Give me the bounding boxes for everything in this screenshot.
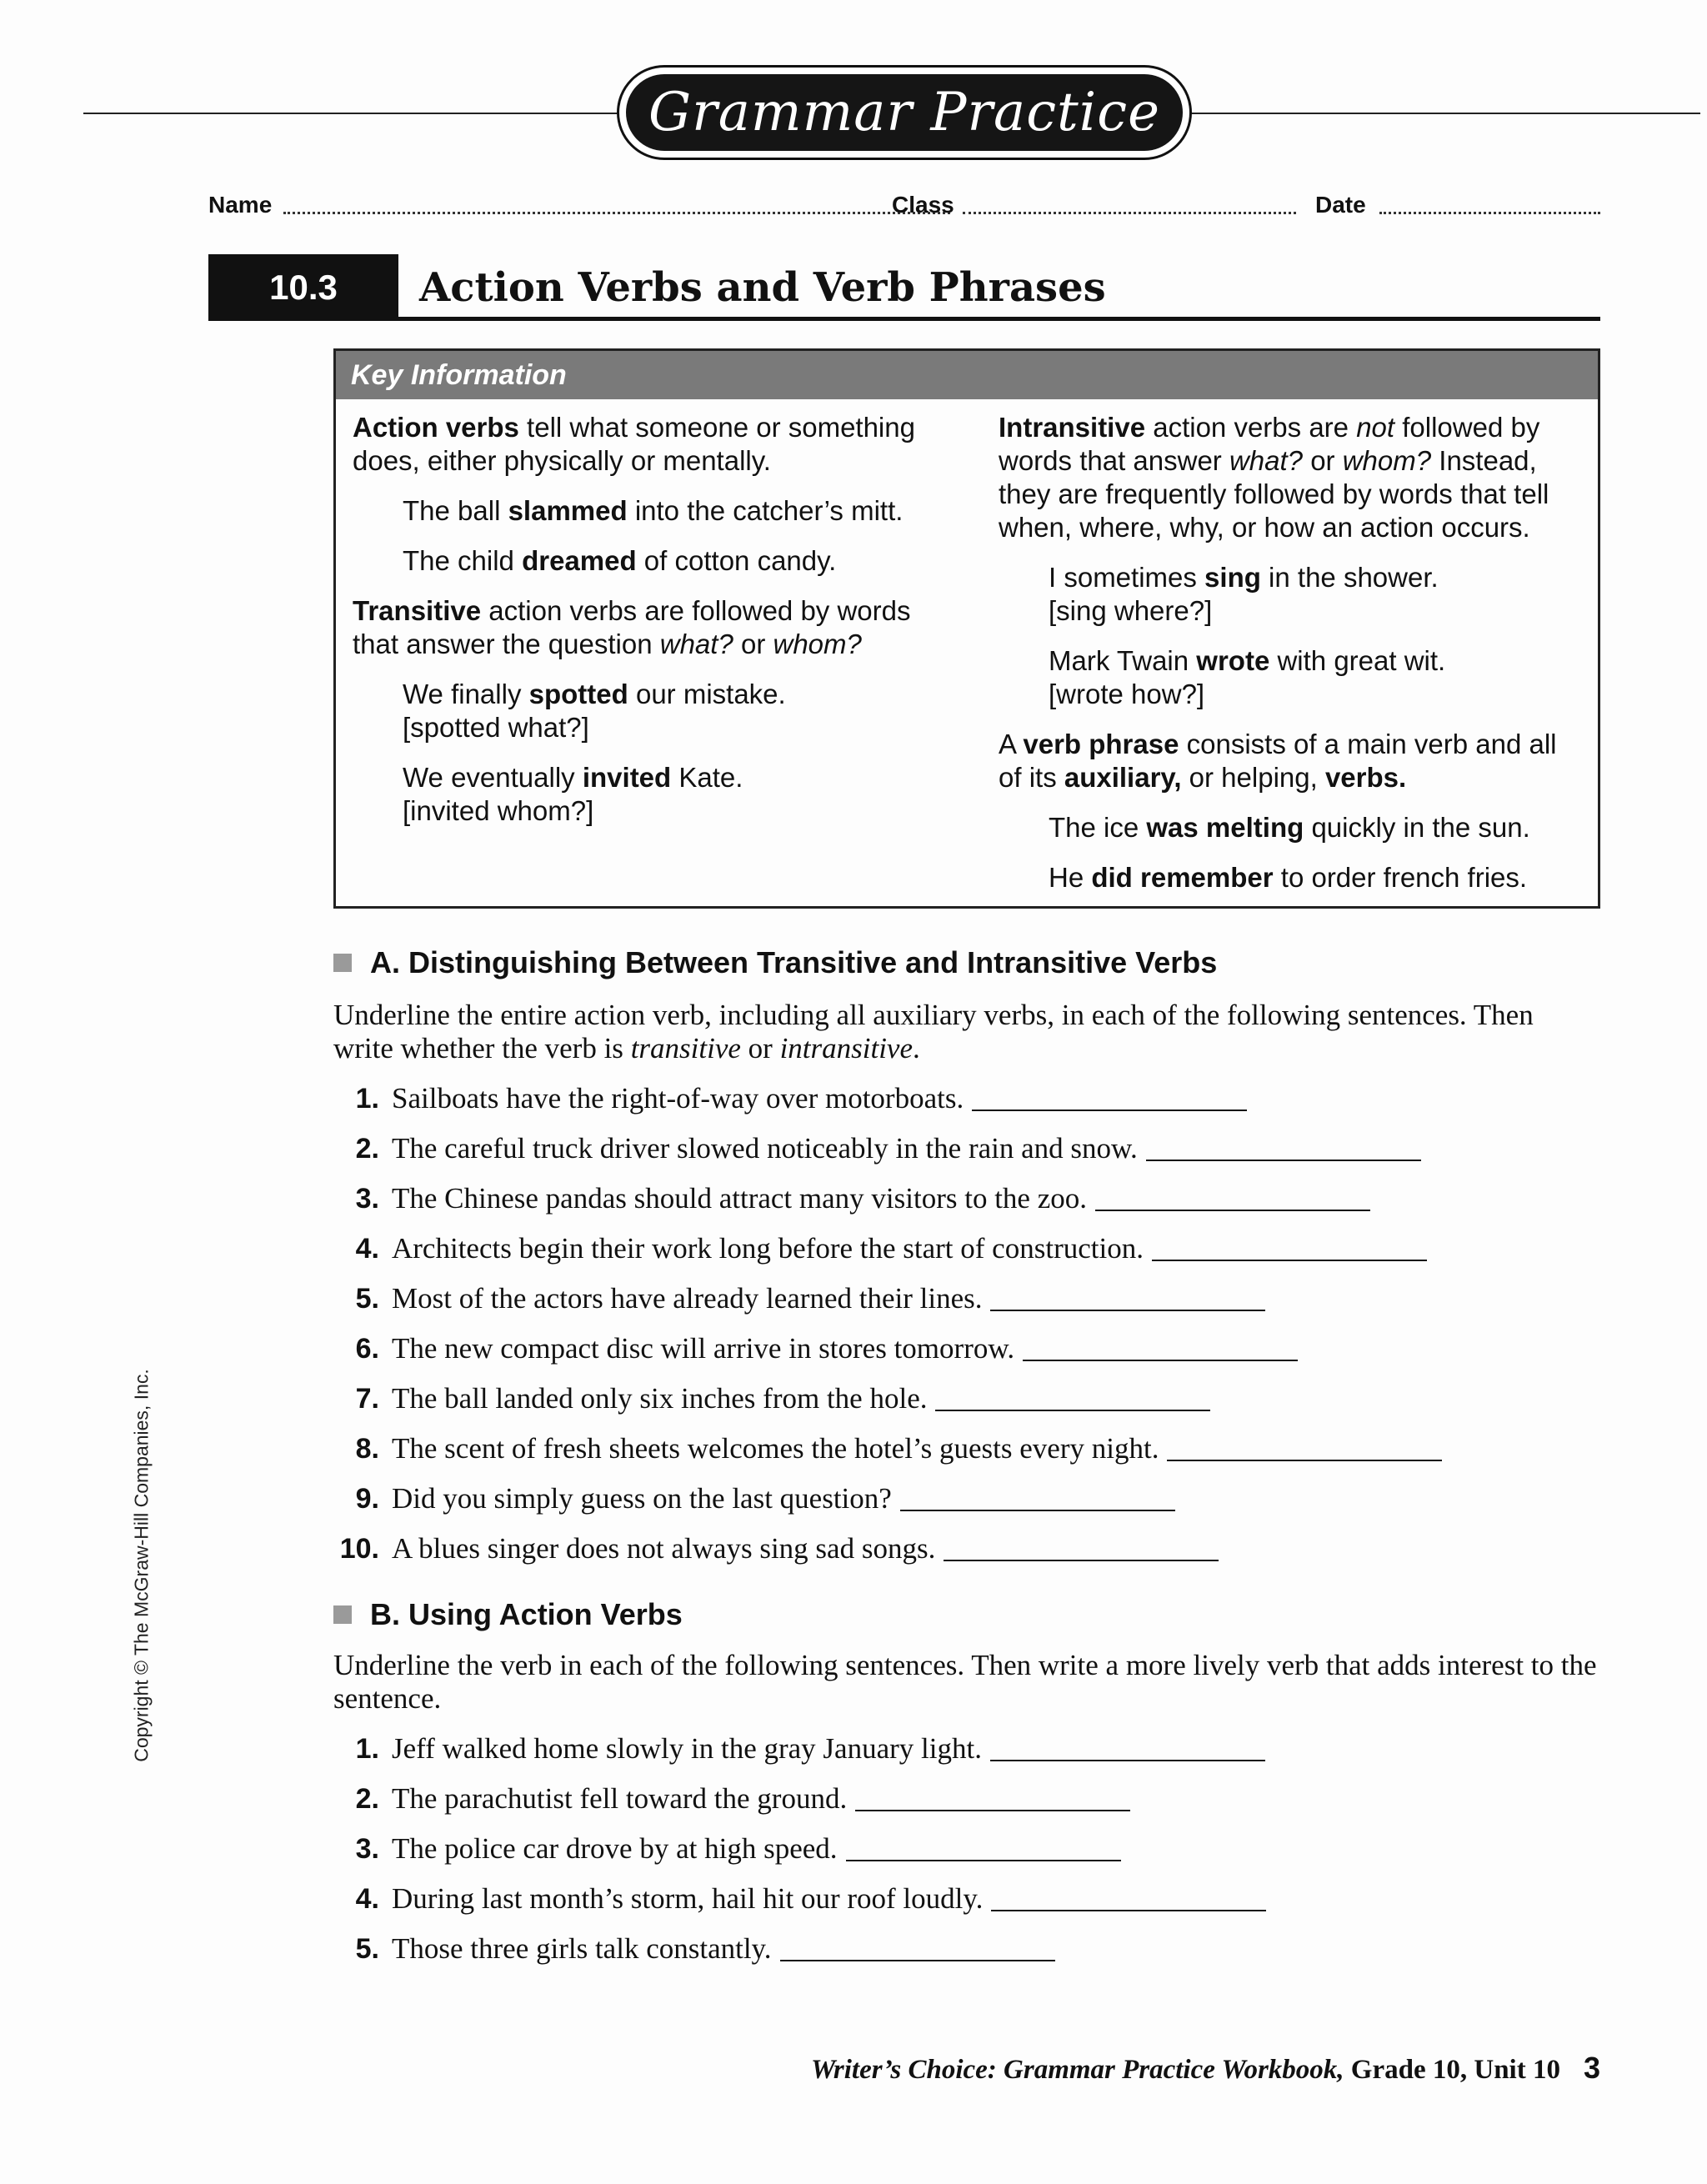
item-number: 6. xyxy=(355,1333,379,1365)
example: The child dreamed of cotton candy. xyxy=(403,545,837,576)
example: The ice was melting quickly in the sun. xyxy=(1049,812,1530,843)
item-sentence: Jeff walked home slowly in the gray January light. xyxy=(392,1732,982,1765)
example: We eventually invited Kate. [invited whom?] xyxy=(403,762,743,826)
item-number: 8. xyxy=(355,1433,379,1465)
exercise-item xyxy=(329,1432,1604,1469)
item-number: 3. xyxy=(355,1183,379,1215)
key-information-right-column xyxy=(999,411,1582,911)
item-number: 10. xyxy=(339,1533,379,1565)
transitive-definition: Transitive action verbs are followed by words that answer the question what? or whom? xyxy=(353,595,911,659)
class-field[interactable] xyxy=(963,208,1296,214)
exercise-item xyxy=(329,1182,1604,1219)
answer-blank[interactable] xyxy=(780,1935,1055,1961)
item-number: 4. xyxy=(355,1883,379,1915)
answer-blank[interactable] xyxy=(846,1835,1121,1861)
name-class-date-line xyxy=(208,192,1600,225)
item-sentence: The police car drove by at high speed. xyxy=(392,1832,838,1865)
item-number: 3. xyxy=(355,1833,379,1865)
section-rule xyxy=(398,317,1600,321)
item-sentence: A blues singer does not always sing sad songs. xyxy=(392,1532,936,1565)
section-number: 10.3 xyxy=(208,254,398,321)
exercise-item xyxy=(329,1832,1604,1869)
square-bullet-icon xyxy=(333,954,352,972)
name-field[interactable] xyxy=(283,208,950,214)
answer-blank[interactable] xyxy=(991,1885,1266,1911)
item-sentence: Did you simply guess on the last question? xyxy=(392,1482,892,1515)
item-number: 4. xyxy=(355,1233,379,1265)
answer-blank[interactable] xyxy=(1095,1185,1370,1211)
item-number: 9. xyxy=(355,1483,379,1515)
item-number: 1. xyxy=(355,1733,379,1765)
item-sentence: The scent of fresh sheets welcomes the hotel’s guests every night. xyxy=(392,1432,1159,1465)
answer-blank[interactable] xyxy=(944,1535,1219,1561)
exercise-item xyxy=(329,1782,1604,1819)
key-information-box xyxy=(333,348,1600,909)
verb-phrase-definition: A verb phrase consists of a main verb and all of its auxiliary, or helping, verbs. xyxy=(999,729,1557,793)
exercise-item xyxy=(329,1132,1604,1169)
banner-rule-right xyxy=(1184,113,1700,114)
exercise-item xyxy=(329,1082,1604,1119)
square-bullet-icon xyxy=(333,1605,352,1624)
exercise-item xyxy=(329,1332,1604,1369)
part-a-instructions: Underline the entire action verb, including all auxiliary verbs, in each of the following sentences. Then write whether the verb is transitive or intransitive. xyxy=(333,999,1534,1064)
item-number: 2. xyxy=(355,1133,379,1165)
exercise-item xyxy=(329,1382,1604,1419)
action-verbs-definition: Action verbs tell what someone or something does, either physically or mentally. xyxy=(353,412,915,476)
item-sentence: The Chinese pandas should attract many visitors to the zoo. xyxy=(392,1182,1087,1215)
answer-blank[interactable] xyxy=(1023,1335,1298,1361)
page-banner xyxy=(617,65,1192,160)
item-sentence: Architects begin their work long before the start of construction. xyxy=(392,1232,1144,1265)
date-label: Date xyxy=(1315,192,1366,218)
item-sentence: Most of the actors have already learned their lines. xyxy=(392,1282,983,1315)
copyright-notice: Copyright © The McGraw-Hill Companies, Inc. xyxy=(130,1369,153,1762)
answer-blank[interactable] xyxy=(972,1084,1247,1111)
banner-rule-left xyxy=(83,113,625,114)
item-number: 5. xyxy=(355,1283,379,1315)
answer-blank[interactable] xyxy=(990,1285,1265,1311)
item-sentence: The ball landed only six inches from the hole. xyxy=(392,1382,928,1415)
exercise-item xyxy=(329,1732,1604,1769)
item-sentence: Those three girls talk constantly. xyxy=(392,1932,772,1965)
part-a-heading: A. Distinguishing Between Transitive and Intransitive Verbs xyxy=(333,945,1217,980)
page-number: 3 xyxy=(1583,2051,1600,2085)
example: The ball slammed into the catcher’s mitt. xyxy=(403,495,904,526)
item-number: 5. xyxy=(355,1933,379,1965)
answer-blank[interactable] xyxy=(990,1735,1265,1761)
exercise-item xyxy=(329,1482,1604,1519)
date-field[interactable] xyxy=(1379,208,1600,214)
name-label: Name xyxy=(208,192,273,218)
exercise-item xyxy=(329,1532,1604,1569)
exercise-item xyxy=(329,1232,1604,1269)
part-b-heading: B. Using Action Verbs xyxy=(333,1597,683,1632)
example: I sometimes sing in the shower. [sing where?] xyxy=(1049,562,1439,626)
example: He did remember to order french fries. xyxy=(1049,862,1528,893)
answer-blank[interactable] xyxy=(855,1785,1130,1811)
banner-title: Grammar Practice xyxy=(626,74,1183,151)
exercise-item xyxy=(329,1932,1604,1969)
answer-blank[interactable] xyxy=(1152,1235,1427,1261)
page-footer: Writer’s Choice: Grammar Practice Workbook, Grade 10, Unit 10 3 xyxy=(811,2051,1600,2085)
item-number: 7. xyxy=(355,1383,379,1415)
item-sentence: Sailboats have the right-of-way over motorboats. xyxy=(392,1082,964,1115)
exercise-item xyxy=(329,1882,1604,1919)
example: We finally spotted our mistake. [spotted what?] xyxy=(403,679,786,743)
item-number: 1. xyxy=(355,1083,379,1115)
example: Mark Twain wrote with great wit. [wrote how?] xyxy=(1049,645,1446,709)
exercise-item xyxy=(329,1282,1604,1319)
class-label: Class xyxy=(892,192,954,218)
item-number: 2. xyxy=(355,1783,379,1815)
answer-blank[interactable] xyxy=(900,1485,1175,1511)
item-sentence: During last month’s storm, hail hit our roof loudly. xyxy=(392,1882,984,1915)
part-b-instructions: Underline the verb in each of the following sentences. Then write a more lively verb that adds interest to the sentence. xyxy=(333,1649,1597,1715)
answer-blank[interactable] xyxy=(1167,1435,1442,1461)
item-sentence: The careful truck driver slowed noticeably in the rain and snow. xyxy=(392,1132,1138,1165)
answer-blank[interactable] xyxy=(1146,1135,1421,1161)
answer-blank[interactable] xyxy=(935,1385,1210,1411)
item-sentence: The new compact disc will arrive in stores tomorrow. xyxy=(392,1332,1015,1365)
intransitive-definition: Intransitive action verbs are not followed by words that answer what? or whom? Instead, they are frequently followed by words that tell when, where, why, or how an action occurs. xyxy=(999,412,1549,543)
item-sentence: The parachutist fell toward the ground. xyxy=(392,1782,848,1815)
key-information-left-column xyxy=(353,411,953,844)
key-information-heading: Key Information xyxy=(336,351,1598,399)
section-title: Action Verbs and Verb Phrases xyxy=(419,264,1106,311)
